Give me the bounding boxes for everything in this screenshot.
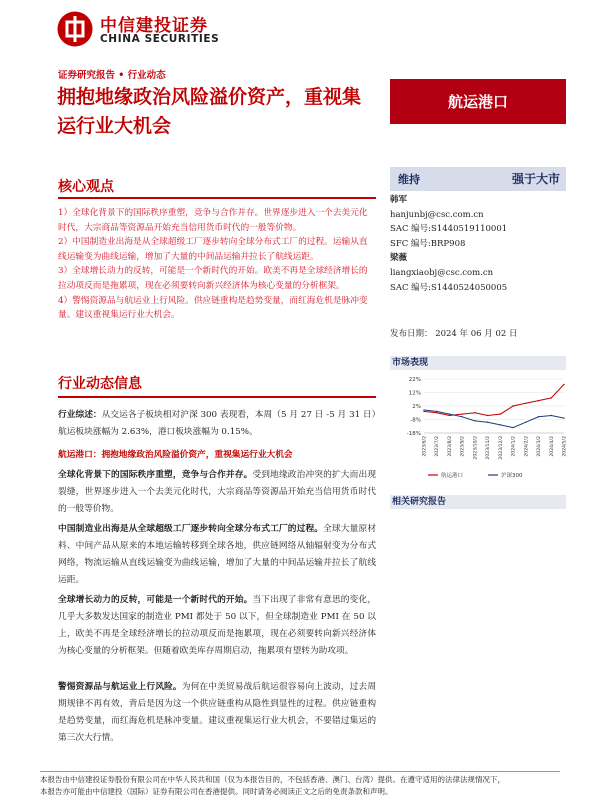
chart-ytick-label: 12%	[408, 390, 421, 397]
summary-text: 从交运各子板块相对沪深 300 表现看，本周（5 月 27 日 -5 月 31 日）航运板块涨幅为 2.63%，港口板块涨幅为 0.15%。	[58, 410, 376, 437]
chart-data-point	[512, 427, 513, 428]
chart-xtick-label: 2024/2/2	[524, 436, 530, 457]
chart-series-line	[424, 410, 564, 428]
chart-series-line	[424, 384, 564, 415]
chart-ytick-label: 2%	[412, 404, 421, 410]
chart-data-point	[563, 384, 564, 385]
chart-data-point	[538, 400, 539, 401]
analyst-id: SFC 编号:BRP908	[390, 238, 466, 249]
chart-legend-label: 沪深300	[501, 473, 523, 479]
industry-summary	[58, 407, 376, 441]
chart-xtick-label: 2023/7/2	[435, 436, 441, 457]
analyst-name: 韩军	[390, 195, 408, 205]
core-view-heading: 核心观点	[58, 179, 114, 195]
core-view-item: 4）警惕资源品与航运业上行风险。供应链重构是趋势变量，而红海危机是脉冲变量。建议重视集运行业大机会。	[58, 295, 368, 321]
industry-paragraph	[58, 467, 376, 518]
core-view-divider	[58, 197, 376, 199]
chart-data-point	[423, 411, 424, 412]
brand-logo	[56, 8, 246, 50]
footer-divider	[40, 771, 560, 772]
chart-data-point	[449, 413, 450, 414]
sector-badge: 航运港口	[390, 79, 566, 124]
chart-ytick-label: -18%	[406, 431, 421, 437]
chart-xtick-label: 2024/5/2	[562, 436, 568, 457]
chart-xtick-label: 2023/6/2	[422, 436, 428, 457]
market-performance-heading: 市场表现	[390, 356, 566, 370]
analyst-block	[390, 193, 566, 295]
core-view-item: 2）中国制造业出海是从全球超级工厂逐步转向全球分布式工厂的过程。运输从直线运输变为曲线运输，增加了大量的中间品运输并拉长了航线运距。	[58, 237, 368, 262]
chart-ytick-label: -8%	[410, 417, 421, 424]
chart-data-point	[500, 424, 501, 425]
chart-data-point	[474, 412, 475, 413]
paragraph-text: 当下出现了非常有意思的变化，几乎大多数发达国家的制造业 PMI 都处于 50 以下，但全球制造业 PMI 在 50 以上，欧美不再是全球经济增长的拉动项反而是拖累项，现在必须要转向新兴经济体为核心变量的分析框架。但随着欧美库存周期启动，拖累项有望转为助攻项。	[58, 595, 377, 656]
chart-legend-label: 航运港口	[441, 473, 464, 479]
analyst-email: liangxiaobj@csc.com.cn	[390, 267, 494, 278]
related-reports-heading: 相关研究报告	[390, 495, 566, 509]
paragraph-lead: 全球增长动力的反转，可能是一个新时代的开始。	[58, 595, 253, 605]
rating-value: 强于大市	[511, 172, 560, 186]
rating-bar	[390, 167, 566, 191]
chart-xtick-label: 2023/8/2	[447, 436, 453, 457]
core-view-list	[58, 206, 376, 323]
footer-line: 本报告亦可能由中信建投（国际）证券有限公司在香港提供。同时请务必阅读正文之后的免责条款和声明。	[40, 786, 393, 796]
chart-ytick-label: 22%	[408, 377, 421, 383]
chart-data-point	[487, 422, 488, 423]
footer-line: 本报告由中信建投证券股份有限公司在中华人民共和国（仅为本报告目的，不包括香港、澳门、台湾）提供。在遵守适用的法律法规情况下，	[40, 775, 505, 784]
industry-paragraph	[58, 521, 376, 589]
chart-xtick-label: 2023/12/2	[498, 436, 504, 460]
chart-xtick-label: 2023/11/2	[486, 436, 492, 460]
chart-xtick-label: 2024/1/2	[511, 436, 517, 457]
chart-data-point	[551, 397, 552, 398]
chart-data-point	[538, 416, 539, 417]
chart-xtick-label: 2023/9/2	[460, 436, 466, 457]
industry-info-heading: 行业动态信息	[58, 376, 142, 392]
paragraph-lead: 全球化背景下的国际秩序重塑，竞争与合作并存。	[58, 470, 253, 480]
chart-data-point	[449, 415, 450, 416]
paragraph-text: 全球大量原材料、中间产品从原来的本地运输转移到全球各地，供应链网络从轴辐射变为分布式网络，物流运输从直线运输变为曲线运输，增加了大量的中间品运输并拉长了航线运距。	[58, 524, 377, 585]
chart-data-point	[551, 415, 552, 416]
chart-data-point	[436, 411, 437, 412]
summary-label: 行业综述：	[58, 410, 102, 420]
market-performance-chart	[398, 371, 568, 483]
paragraph-lead: 警惕资源品与航运业上行风险。	[58, 682, 182, 692]
paragraph-lead: 中国制造业出海是从全球超级工厂逐步转向全球分布式工厂的过程。	[58, 524, 324, 534]
chart-xtick-label: 2024/4/2	[549, 436, 555, 457]
citic-logo-icon	[56, 10, 94, 48]
report-type: 证券研究报告 • 行业动态	[58, 70, 166, 81]
paragraph-text: 受到地缘政治冲突的扩大而出现裂缝，世界逐步进入一个去美元化时代，大宗商品等资源品开始充当信用货币时代的一般等价物。	[58, 470, 377, 514]
analyst-id: SAC 编号:S1440524050005	[390, 282, 508, 293]
analyst-id: SAC 编号:S1440519110001	[390, 224, 508, 235]
chart-data-point	[461, 413, 462, 414]
chart-data-point	[563, 417, 564, 418]
chart-data-point	[500, 413, 501, 414]
chart-data-point	[487, 415, 488, 416]
chart-xtick-label: 2024/3/2	[537, 436, 543, 457]
brand-name-cn: 中信建投证券	[100, 16, 208, 36]
chart-data-point	[423, 409, 424, 410]
brand-name-en: CHINA SECURITIES	[100, 33, 220, 45]
industry-paragraph	[58, 592, 376, 660]
core-view-item: 3）全球增长动力的反转，可能是一个新时代的开始。欧美不再是全球经济增长的拉动项反而是拖累项，现在必须要转向新兴经济体为核心变量的分析框架。	[58, 266, 368, 291]
chart-data-point	[525, 422, 526, 423]
analyst-name: 梁薇	[390, 253, 408, 264]
analyst-email: hanjunbj@csc.com.cn	[390, 209, 484, 220]
chart-xtick-label: 2023/10/2	[473, 436, 479, 460]
chart-data-point	[474, 420, 475, 421]
release-date: 发布日期： 2024 年 06 月 02 日	[390, 329, 518, 339]
chart-data-point	[436, 412, 437, 413]
chart-data-point	[461, 416, 462, 417]
chart-data-point	[525, 403, 526, 404]
report-title: 拥抱地缘政治风险溢价资产，重视集运行业大机会	[57, 86, 362, 137]
industry-paragraph	[58, 679, 376, 747]
rating-label: 维持	[398, 173, 420, 186]
disclaimer-footer	[40, 774, 580, 797]
core-view-item: 1）全球化背景下的国际秩序重塑，竞争与合作并存。世界逐步进入一个去美元化时代，大宗商品等资源品开始充当信用货币时代的一般等价物。	[58, 208, 368, 233]
industry-info-divider	[58, 396, 376, 398]
chart-data-point	[512, 405, 513, 406]
port-highlight: 航运港口：拥抱地缘政治风险溢价资产，重视集运行业大机会	[58, 450, 293, 460]
paragraph-text: 为何在中美贸易战后航运很容易向上波动，过去周期规律不再有效，背后是因为这一个供应链重构从隐性到显性的过程。供应链重构是趋势变量，而红海危机是脉冲变量。建议重视集运行业大机会，不要错过集运的第三次大行情。	[58, 682, 377, 743]
